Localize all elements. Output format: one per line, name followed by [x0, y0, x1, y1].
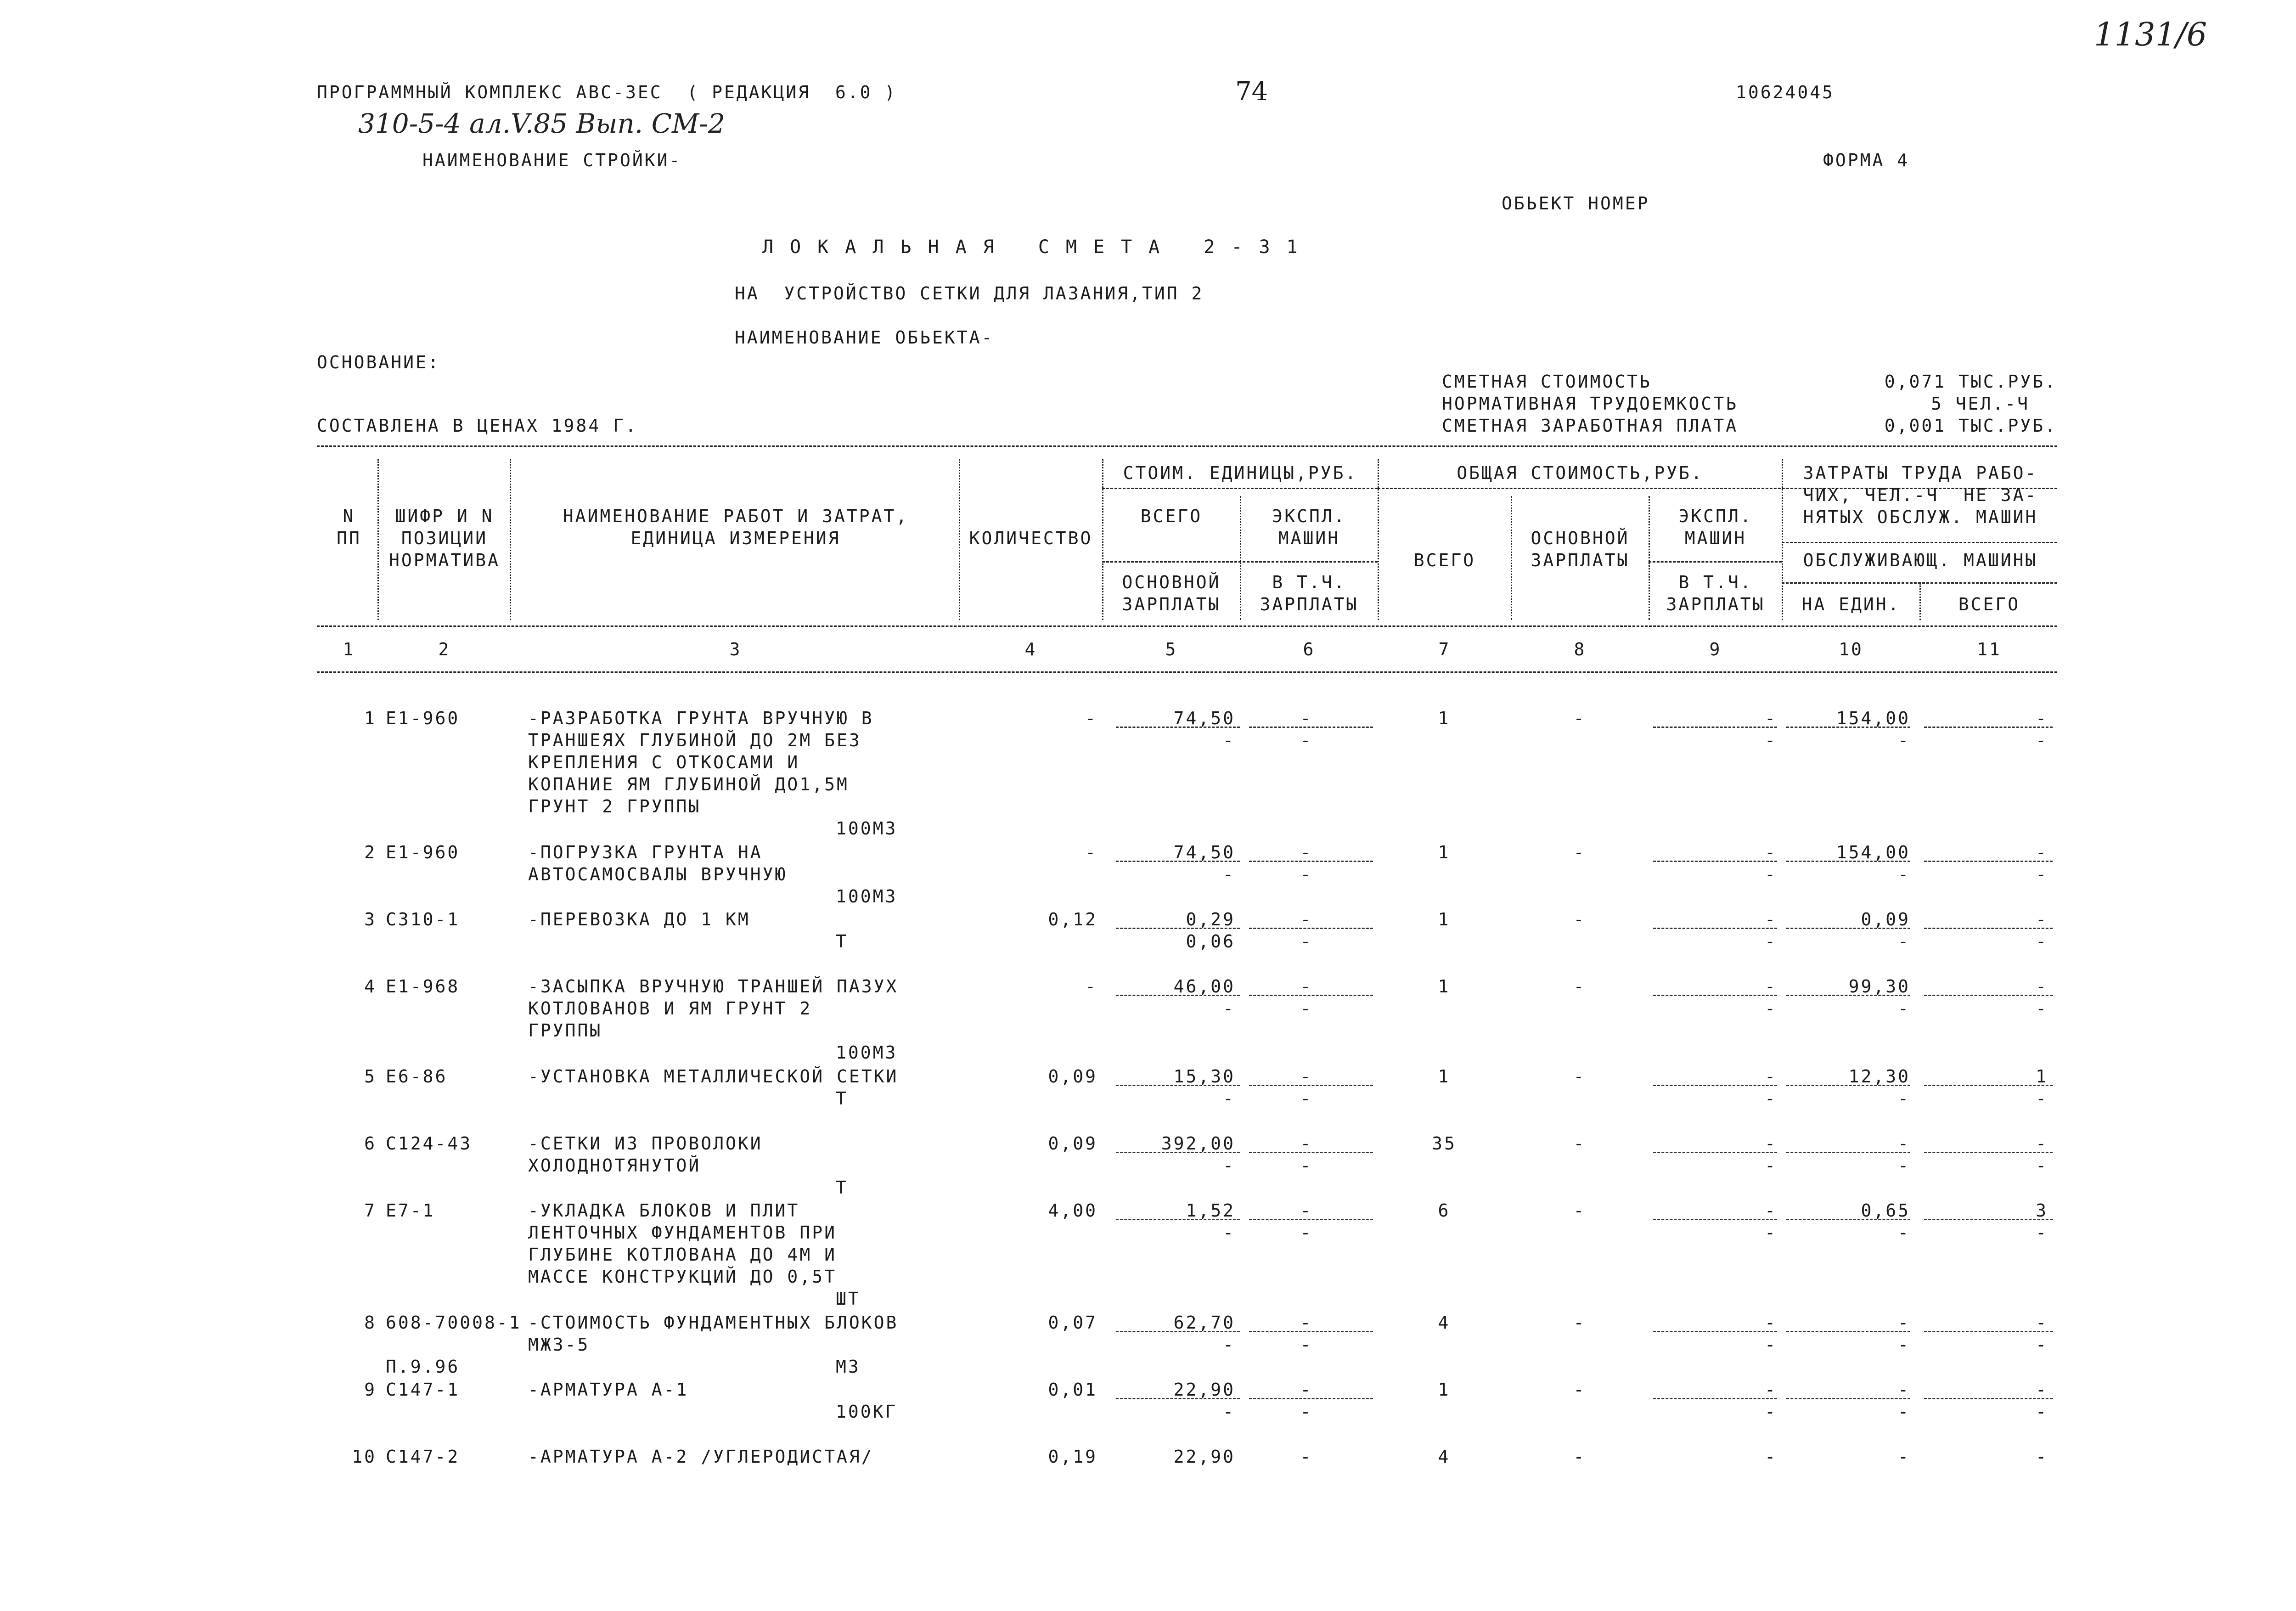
row-work-name: КОТЛОВАНОВ И ЯМ ГРУНТ 2: [528, 998, 812, 1019]
row-total-wage: -: [1573, 1447, 1586, 1467]
row-total-all: 1: [1438, 842, 1451, 862]
col-header-unit-wage: ОСНОВНОЙ ЗАРПЛАТЫ: [1122, 572, 1221, 614]
row-total-machines: -: [1765, 1133, 1777, 1154]
row-quantity: 0,07: [1048, 1312, 1097, 1333]
row-code: С310-1: [386, 909, 460, 929]
row-labor-total: -: [2036, 1380, 2048, 1400]
row-number: 7: [364, 1200, 377, 1221]
row-total-wage: -: [1573, 909, 1586, 929]
row-work-name: КОПАНИЕ ЯМ ГЛУБИНОЙ ДО1,5М: [528, 774, 849, 794]
cell-underline: [1116, 861, 1240, 862]
row-code: С124-43: [386, 1133, 473, 1154]
program-title: ПРОГРАММНЫЙ КОМПЛЕКС АВС-3ЕС ( РЕДАКЦИЯ 6.0 ): [317, 82, 897, 102]
row-total-all: 4: [1438, 1312, 1451, 1333]
col-sep: [1782, 459, 1783, 620]
row-labor-total-2: -: [2036, 1155, 2048, 1176]
row-unit-machine-wage: -: [1300, 1335, 1313, 1355]
row-quantity: 4,00: [1048, 1200, 1097, 1221]
row-unit-wage: 0,06: [1186, 931, 1235, 952]
col-sep: [959, 459, 960, 620]
row-unit: 100КГ: [836, 1402, 898, 1422]
row-labor-total-2: -: [2036, 1222, 2048, 1243]
row-total-all: 1: [1438, 976, 1451, 997]
row-unit-wage: -: [1223, 1088, 1235, 1109]
cell-underline: [1924, 1331, 2053, 1332]
row-total-all: 1: [1438, 1066, 1451, 1087]
cell-underline: [1924, 1219, 2053, 1220]
row-total-machine-wage: -: [1765, 1402, 1777, 1422]
cell-underline: [1653, 1331, 1777, 1332]
cell-underline: [1653, 1398, 1777, 1399]
summary-label-cost: СМЕТНАЯ СТОИМОСТЬ: [1442, 372, 1652, 392]
col-header-name: НАИМЕНОВАНИЕ РАБОТ И ЗАТРАТ, ЕДИНИЦА ИЗМЕРЕНИЯ: [563, 506, 909, 548]
col-header-total-mach-wage: В Т.Ч. ЗАРПЛАТЫ: [1666, 572, 1765, 614]
column-numbers-rule: [317, 671, 2057, 673]
row-total-machine-wage: -: [1765, 1088, 1777, 1109]
row-code: Е1-960: [386, 708, 460, 728]
row-work-name: КРЕПЛЕНИЯ С ОТКОСАМИ И: [528, 752, 800, 772]
summary-value-cost: 0,071 ТЫС.РУБ.: [1884, 372, 2057, 392]
row-total-all: 4: [1438, 1447, 1451, 1467]
row-labor-total-2: -: [2036, 931, 2048, 952]
row-labor-unit-2: -: [1898, 730, 1910, 750]
row-labor-unit: 99,30: [1848, 976, 1910, 997]
row-total-machines: -: [1765, 1200, 1777, 1221]
row-work-name: -УСТАНОВКА МЕТАЛЛИЧЕСКОЙ СЕТКИ: [528, 1066, 899, 1087]
row-labor-total: -: [2036, 1133, 2048, 1154]
row-unit-total: 22,90: [1173, 1380, 1235, 1400]
row-unit: Т: [836, 1088, 848, 1109]
row-labor-total: -: [2036, 976, 2048, 997]
cell-underline: [1116, 1085, 1240, 1086]
row-code: С147-1: [386, 1380, 460, 1400]
document-code: 10624045: [1736, 82, 1835, 102]
row-work-name: -УКЛАДКА БЛОКОВ И ПЛИТ: [528, 1200, 800, 1221]
column-number: 3: [729, 639, 742, 659]
row-code: 608-70008-1: [386, 1312, 522, 1333]
row-total-machines: -: [1765, 842, 1777, 862]
cell-underline: [1786, 995, 1910, 996]
cell-underline: [1116, 1398, 1240, 1399]
row-code-extra: П.9.96: [386, 1357, 460, 1377]
row-total-machine-wage: -: [1765, 1155, 1777, 1176]
summary-label-wage: СМЕТНАЯ ЗАРАБОТНАЯ ПЛАТА: [1442, 416, 1739, 436]
cell-underline: [1116, 1331, 1240, 1332]
row-labor-unit-2: -: [1898, 1155, 1910, 1176]
cell-underline: [1116, 1152, 1240, 1153]
row-unit-machine-wage: -: [1300, 730, 1313, 750]
row-work-name: МЖ3-5: [528, 1335, 590, 1355]
row-total-wage: -: [1573, 976, 1586, 997]
col-sep: [1649, 496, 1650, 620]
row-code: С147-2: [386, 1447, 460, 1467]
row-unit-wage: -: [1223, 1335, 1235, 1355]
row-unit-machines: -: [1300, 1200, 1313, 1221]
row-unit-wage: -: [1223, 998, 1235, 1019]
cell-underline: [1786, 1152, 1910, 1153]
row-quantity: 0,19: [1048, 1447, 1097, 1467]
row-unit-machines: -: [1300, 1133, 1313, 1154]
row-labor-unit: -: [1898, 1312, 1910, 1333]
column-number: 4: [1024, 639, 1037, 659]
row-total-wage: -: [1573, 1312, 1586, 1333]
cell-underline: [1249, 1398, 1373, 1399]
col-header-code: ШИФР И N ПОЗИЦИИ НОРМАТИВА: [389, 506, 500, 570]
cell-underline: [1249, 727, 1373, 728]
row-total-machines: -: [1765, 909, 1777, 929]
col-header-total-all: ВСЕГО: [1413, 550, 1476, 570]
summary-value-labor: 5 ЧЕЛ.-Ч: [1930, 394, 2030, 414]
row-unit-machines: -: [1300, 1066, 1313, 1087]
row-work-name: -АРМАТУРА А-2 /УГЛЕРОДИСТАЯ/: [528, 1447, 874, 1467]
row-unit-machines: -: [1300, 1447, 1313, 1467]
row-labor-total: -: [2036, 708, 2048, 728]
row-unit-machines: -: [1300, 842, 1313, 862]
row-unit-total: 62,70: [1173, 1312, 1235, 1333]
row-work-name: ЛЕНТОЧНЫХ ФУНДАМЕНТОВ ПРИ: [528, 1222, 837, 1243]
row-unit-machines: -: [1300, 1380, 1313, 1400]
cell-underline: [1786, 1219, 1910, 1220]
cell-underline: [1653, 1219, 1777, 1220]
row-labor-unit-2: -: [1898, 931, 1910, 952]
row-number: 2: [364, 842, 377, 862]
cell-underline: [1924, 1085, 2053, 1086]
row-labor-total-2: -: [2036, 730, 2048, 750]
cell-underline: [1116, 727, 1240, 728]
row-unit-machines: -: [1300, 1312, 1313, 1333]
row-total-machines: -: [1765, 1380, 1777, 1400]
row-work-name: ГРУНТ 2 ГРУППЫ: [528, 796, 701, 817]
cell-underline: [1653, 727, 1777, 728]
row-total-all: 1: [1438, 909, 1451, 929]
col-header-labor-sub: ОБСЛУЖИВАЮЩ. МАШИНЫ: [1803, 550, 2038, 570]
column-number: 8: [1574, 639, 1587, 659]
cell-underline: [1786, 861, 1910, 862]
row-labor-unit-2: -: [1898, 1335, 1910, 1355]
row-labor-total-2: -: [2036, 998, 2048, 1019]
subheader-rule: [1102, 561, 1378, 563]
row-total-machine-wage: -: [1765, 1335, 1777, 1355]
row-total-wage: -: [1573, 1066, 1586, 1087]
row-work-name: -СТОИМОСТЬ ФУНДАМЕНТНЫХ БЛОКОВ: [528, 1312, 899, 1333]
row-labor-total: 1: [2036, 1066, 2048, 1087]
cell-underline: [1653, 1152, 1777, 1153]
row-number: 4: [364, 976, 377, 997]
cell-underline: [1116, 995, 1240, 996]
object-name-label: НАИМЕНОВАНИЕ ОБЬЕКТА-: [735, 327, 994, 348]
row-unit-total: 0,29: [1186, 909, 1235, 929]
row-quantity: -: [1085, 976, 1097, 997]
row-unit-total: 1,52: [1186, 1200, 1235, 1221]
row-unit-wage: -: [1223, 1155, 1235, 1176]
row-number: 9: [364, 1380, 377, 1400]
row-unit-total: 46,00: [1173, 976, 1235, 997]
row-total-machine-wage: -: [1765, 998, 1777, 1019]
row-labor-unit-2: -: [1898, 1088, 1910, 1109]
row-quantity: 0,12: [1048, 909, 1097, 929]
estimate-subject: НА УСТРОЙСТВО СЕТКИ ДЛЯ ЛАЗАНИЯ,ТИП 2: [735, 283, 1204, 304]
row-code: Е7-1: [386, 1200, 435, 1221]
estimate-title: ЛОКАЛЬНАЯ СМЕТА 2-31: [762, 237, 1314, 258]
col-header-total-wage: ОСНОВНОЙ ЗАРПЛАТЫ: [1531, 528, 1630, 570]
row-total-all: 1: [1438, 1380, 1451, 1400]
table-top-rule: [317, 445, 2057, 447]
row-number: 3: [364, 909, 377, 929]
row-unit: Т: [836, 931, 848, 952]
row-labor-unit-2: -: [1898, 998, 1910, 1019]
cell-underline: [1249, 861, 1373, 862]
row-work-name: ТРАНШЕЯХ ГЛУБИНОЙ ДО 2М БЕЗ: [528, 730, 861, 750]
row-total-machines: -: [1765, 708, 1777, 728]
row-unit-machines: -: [1300, 708, 1313, 728]
row-labor-total: -: [2036, 909, 2048, 929]
cell-underline: [1249, 1152, 1373, 1153]
row-labor-total-2: -: [2036, 1402, 2048, 1422]
row-labor-unit: 154,00: [1836, 708, 1910, 728]
cell-underline: [1924, 995, 2053, 996]
row-labor-unit: 0,65: [1861, 1200, 1910, 1221]
row-work-name: -АРМАТУРА А-1: [528, 1380, 689, 1400]
row-total-machines: -: [1765, 976, 1777, 997]
row-unit-machine-wage: -: [1300, 1155, 1313, 1176]
row-unit: 100М3: [836, 818, 898, 839]
row-total-machine-wage: -: [1765, 931, 1777, 952]
subheader-rule: [1649, 561, 1782, 563]
row-quantity: 0,01: [1048, 1380, 1097, 1400]
column-number: 11: [1977, 639, 2002, 659]
column-number: 5: [1165, 639, 1178, 659]
prices-label: СОСТАВЛЕНА В ЦЕНАХ 1984 Г.: [317, 416, 638, 436]
cell-underline: [1653, 861, 1777, 862]
row-total-all: 35: [1432, 1133, 1457, 1154]
col-header-n: N ПП: [337, 506, 361, 548]
construction-name-label: НАИМЕНОВАНИЕ СТРОЙКИ-: [422, 150, 682, 170]
row-labor-unit: 154,00: [1836, 842, 1910, 862]
row-total-machines: -: [1765, 1066, 1777, 1087]
row-unit-machine-wage: -: [1300, 1088, 1313, 1109]
column-number: 1: [343, 639, 355, 659]
row-work-name: ГЛУБИНЕ КОТЛОВАНА ДО 4М И: [528, 1245, 837, 1265]
row-code: Е6-86: [386, 1066, 448, 1087]
row-unit: 100М3: [836, 1042, 898, 1063]
col-sep: [377, 459, 379, 620]
column-number: 9: [1709, 639, 1722, 659]
row-unit-wage: -: [1223, 1222, 1235, 1243]
row-unit: ШТ: [836, 1289, 861, 1309]
summary-value-wage: 0,001 ТЫС.РУБ.: [1884, 416, 2057, 436]
col-header-labor-unit: НА ЕДИН.: [1801, 594, 1901, 614]
row-labor-total: -: [2036, 842, 2048, 862]
col-header-labor: ЗАТРАТЫ ТРУДА РАБО- ЧИХ, ЧЕЛ.-Ч НЕ ЗА- НЯТЫХ ОБСЛУЖ. МАШИН: [1803, 463, 2038, 527]
row-total-machine-wage: -: [1765, 730, 1777, 750]
corner-handwritten-note: 1131/6: [2094, 16, 2207, 53]
header-rule: [317, 625, 2057, 627]
row-quantity: 0,09: [1048, 1066, 1097, 1087]
col-sep: [1102, 459, 1103, 620]
row-total-machine-wage: -: [1765, 864, 1777, 884]
cell-underline: [1786, 1331, 1910, 1332]
row-work-name: МАССЕ КОНСТРУКЦИЙ ДО 0,5Т: [528, 1267, 837, 1287]
cell-underline: [1116, 1219, 1240, 1220]
row-quantity: 0,09: [1048, 1133, 1097, 1154]
row-total-wage: -: [1573, 842, 1586, 862]
row-unit-wage: -: [1223, 1402, 1235, 1422]
row-unit-machine-wage: -: [1300, 864, 1313, 884]
col-header-unit-mach: ЭКСПЛ. МАШИН: [1272, 506, 1346, 548]
row-work-name: -ЗАСЫПКА ВРУЧНУЮ ТРАНШЕЙ ПАЗУХ: [528, 976, 899, 997]
object-number-label: ОБЬЕКТ НОМЕР: [1502, 193, 1650, 214]
page-number: 74: [1235, 77, 1268, 107]
row-labor-total: 3: [2036, 1200, 2048, 1221]
cell-underline: [1249, 1085, 1373, 1086]
row-total-all: 6: [1438, 1200, 1451, 1221]
col-header-qty: КОЛИЧЕСТВО: [969, 528, 1093, 548]
row-work-name: -РАЗРАБОТКА ГРУНТА ВРУЧНУЮ В: [528, 708, 874, 728]
row-work-name: ГРУППЫ: [528, 1020, 602, 1041]
col-sep: [1511, 496, 1512, 620]
row-code: Е1-968: [386, 976, 460, 997]
row-total-all: 1: [1438, 708, 1451, 728]
col-sep: [1240, 496, 1241, 620]
cell-underline: [1653, 995, 1777, 996]
row-unit-machine-wage: -: [1300, 1402, 1313, 1422]
cell-underline: [1786, 928, 1910, 929]
column-number: 7: [1438, 639, 1451, 659]
row-total-machines: -: [1765, 1312, 1777, 1333]
row-number: 8: [364, 1312, 377, 1333]
row-work-name: -СЕТКИ ИЗ ПРОВОЛОКИ: [528, 1133, 763, 1154]
row-number: 1: [364, 708, 377, 728]
row-labor-total-2: -: [2036, 1335, 2048, 1355]
row-number: 6: [364, 1133, 377, 1154]
column-number: 2: [438, 639, 451, 659]
col-header-unit-mach-wage: В Т.Ч. ЗАРПЛАТЫ: [1260, 572, 1359, 614]
row-labor-unit: -: [1898, 1380, 1910, 1400]
row-total-wage: -: [1573, 1133, 1586, 1154]
row-unit: М3: [836, 1357, 861, 1377]
subheader-rule: [1782, 542, 2057, 543]
col-header-total-cost: ОБЩАЯ СТОИМОСТЬ,РУБ.: [1457, 463, 1704, 483]
col-header-labor-total: ВСЕГО: [1958, 594, 2020, 614]
cell-underline: [1924, 1152, 2053, 1153]
subheader-rule: [1102, 488, 1378, 489]
row-work-name: АВТОСАМОСВАЛЫ ВРУЧНУЮ: [528, 864, 788, 884]
cell-underline: [1786, 1398, 1910, 1399]
row-number: 10: [352, 1447, 377, 1467]
row-quantity: -: [1085, 842, 1097, 862]
row-labor-total: -: [2036, 1312, 2048, 1333]
row-labor-unit-2: -: [1898, 864, 1910, 884]
row-unit-total: 392,00: [1161, 1133, 1235, 1154]
row-unit-machine-wage: -: [1300, 998, 1313, 1019]
cell-underline: [1924, 928, 2053, 929]
row-labor-total-2: -: [2036, 864, 2048, 884]
row-total-machines: -: [1765, 1447, 1777, 1467]
row-unit-total: 15,30: [1173, 1066, 1235, 1087]
row-unit-total: 74,50: [1173, 842, 1235, 862]
row-work-name: ХОЛОДНОТЯНУТОЙ: [528, 1155, 701, 1176]
cell-underline: [1116, 928, 1240, 929]
row-code: Е1-960: [386, 842, 460, 862]
row-unit-machines: -: [1300, 976, 1313, 997]
row-unit-machine-wage: -: [1300, 931, 1313, 952]
col-sep: [1378, 459, 1379, 620]
row-unit: Т: [836, 1177, 848, 1198]
row-unit-machines: -: [1300, 909, 1313, 929]
cell-underline: [1786, 1085, 1910, 1086]
cell-underline: [1249, 1331, 1373, 1332]
cell-underline: [1249, 928, 1373, 929]
row-labor-unit: 12,30: [1848, 1066, 1910, 1087]
row-total-wage: -: [1573, 708, 1586, 728]
row-unit-wage: -: [1223, 864, 1235, 884]
handwritten-reference: 310-5-4 ал.V.85 Вып. СМ-2: [358, 108, 725, 139]
row-labor-unit: 0,09: [1861, 909, 1910, 929]
row-unit: 100М3: [836, 886, 898, 907]
row-total-machine-wage: -: [1765, 1222, 1777, 1243]
row-number: 5: [364, 1066, 377, 1087]
row-work-name: -ПОГРУЗКА ГРУНТА НА: [528, 842, 763, 862]
basis-label: ОСНОВАНИЕ:: [317, 352, 440, 372]
col-header-unit-total: ВСЕГО: [1140, 506, 1203, 526]
column-number: 10: [1839, 639, 1863, 659]
row-unit-total: 22,90: [1173, 1447, 1235, 1467]
row-total-wage: -: [1573, 1200, 1586, 1221]
row-total-wage: -: [1573, 1380, 1586, 1400]
row-unit-machine-wage: -: [1300, 1222, 1313, 1243]
cell-underline: [1924, 727, 2053, 728]
row-labor-unit: -: [1898, 1133, 1910, 1154]
row-labor-total: -: [2036, 1447, 2048, 1467]
row-labor-unit-2: -: [1898, 1222, 1910, 1243]
cell-underline: [1786, 727, 1910, 728]
column-number: 6: [1303, 639, 1316, 659]
row-labor-unit-2: -: [1898, 1402, 1910, 1422]
col-sep: [1919, 583, 1921, 620]
row-unit-wage: -: [1223, 730, 1235, 750]
cell-underline: [1924, 861, 2053, 862]
form-label: ФОРМА 4: [1823, 150, 1910, 170]
col-sep: [510, 459, 511, 620]
subheader-rule: [1782, 582, 2057, 584]
cell-underline: [1249, 1219, 1373, 1220]
col-header-total-mach: ЭКСПЛ. МАШИН: [1678, 506, 1753, 548]
row-labor-total-2: -: [2036, 1088, 2048, 1109]
cell-underline: [1653, 928, 1777, 929]
row-work-name: -ПЕРЕВОЗКА ДО 1 КМ: [528, 909, 750, 929]
row-unit-total: 74,50: [1173, 708, 1235, 728]
cell-underline: [1924, 1398, 2053, 1399]
summary-label-labor: НОРМАТИВНАЯ ТРУДОЕМКОСТЬ: [1442, 394, 1739, 414]
cell-underline: [1249, 995, 1373, 996]
col-header-unit-cost: СТОИМ. ЕДИНИЦЫ,РУБ.: [1123, 463, 1358, 483]
row-labor-unit: -: [1898, 1447, 1910, 1467]
cell-underline: [1653, 1085, 1777, 1086]
row-quantity: -: [1085, 708, 1097, 728]
